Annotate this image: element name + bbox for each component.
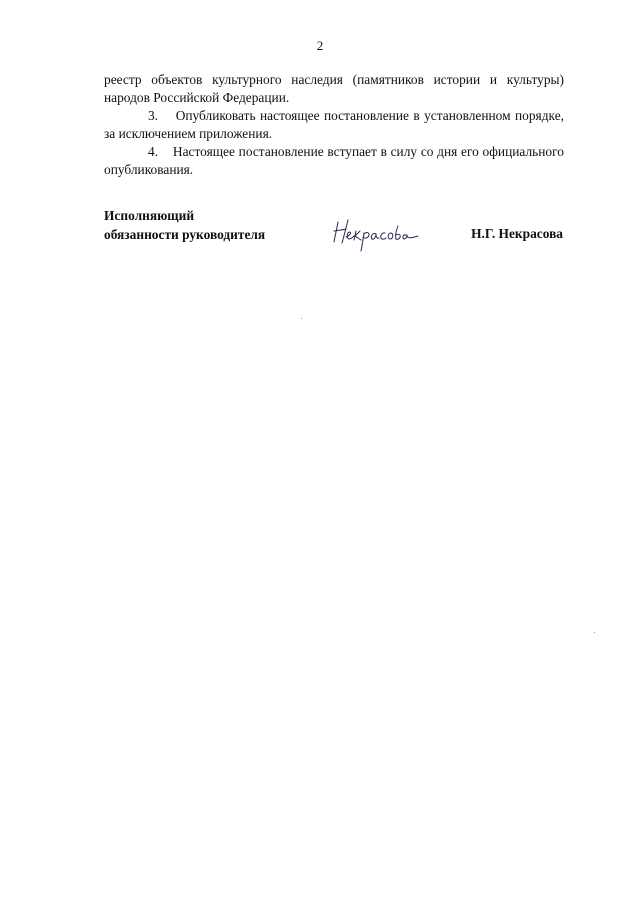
signatory-title-line2: обязанности руководителя — [104, 227, 266, 242]
scan-speck — [594, 632, 595, 633]
handwritten-signature — [330, 214, 420, 254]
page-number: 2 — [316, 38, 324, 53]
signatory-title — [104, 206, 265, 244]
document-body — [104, 71, 564, 179]
paragraph-continuation: реестр объектов культурного наследия (памятников истории и культуры) народов Российской Федерации. — [104, 72, 564, 105]
signatory-name: Н.Г. Некрасова — [471, 226, 563, 241]
scan-speck — [301, 318, 302, 319]
signatory-title-line1: Исполняющий — [104, 208, 195, 223]
paragraph-item-3: 3. Опубликовать настоящее постановление в установленном порядке, за исключением приложения. — [104, 108, 564, 141]
paragraph-item-4: 4. Настоящее постановление вступает в силу со дня его официального опубликования. — [104, 144, 564, 177]
